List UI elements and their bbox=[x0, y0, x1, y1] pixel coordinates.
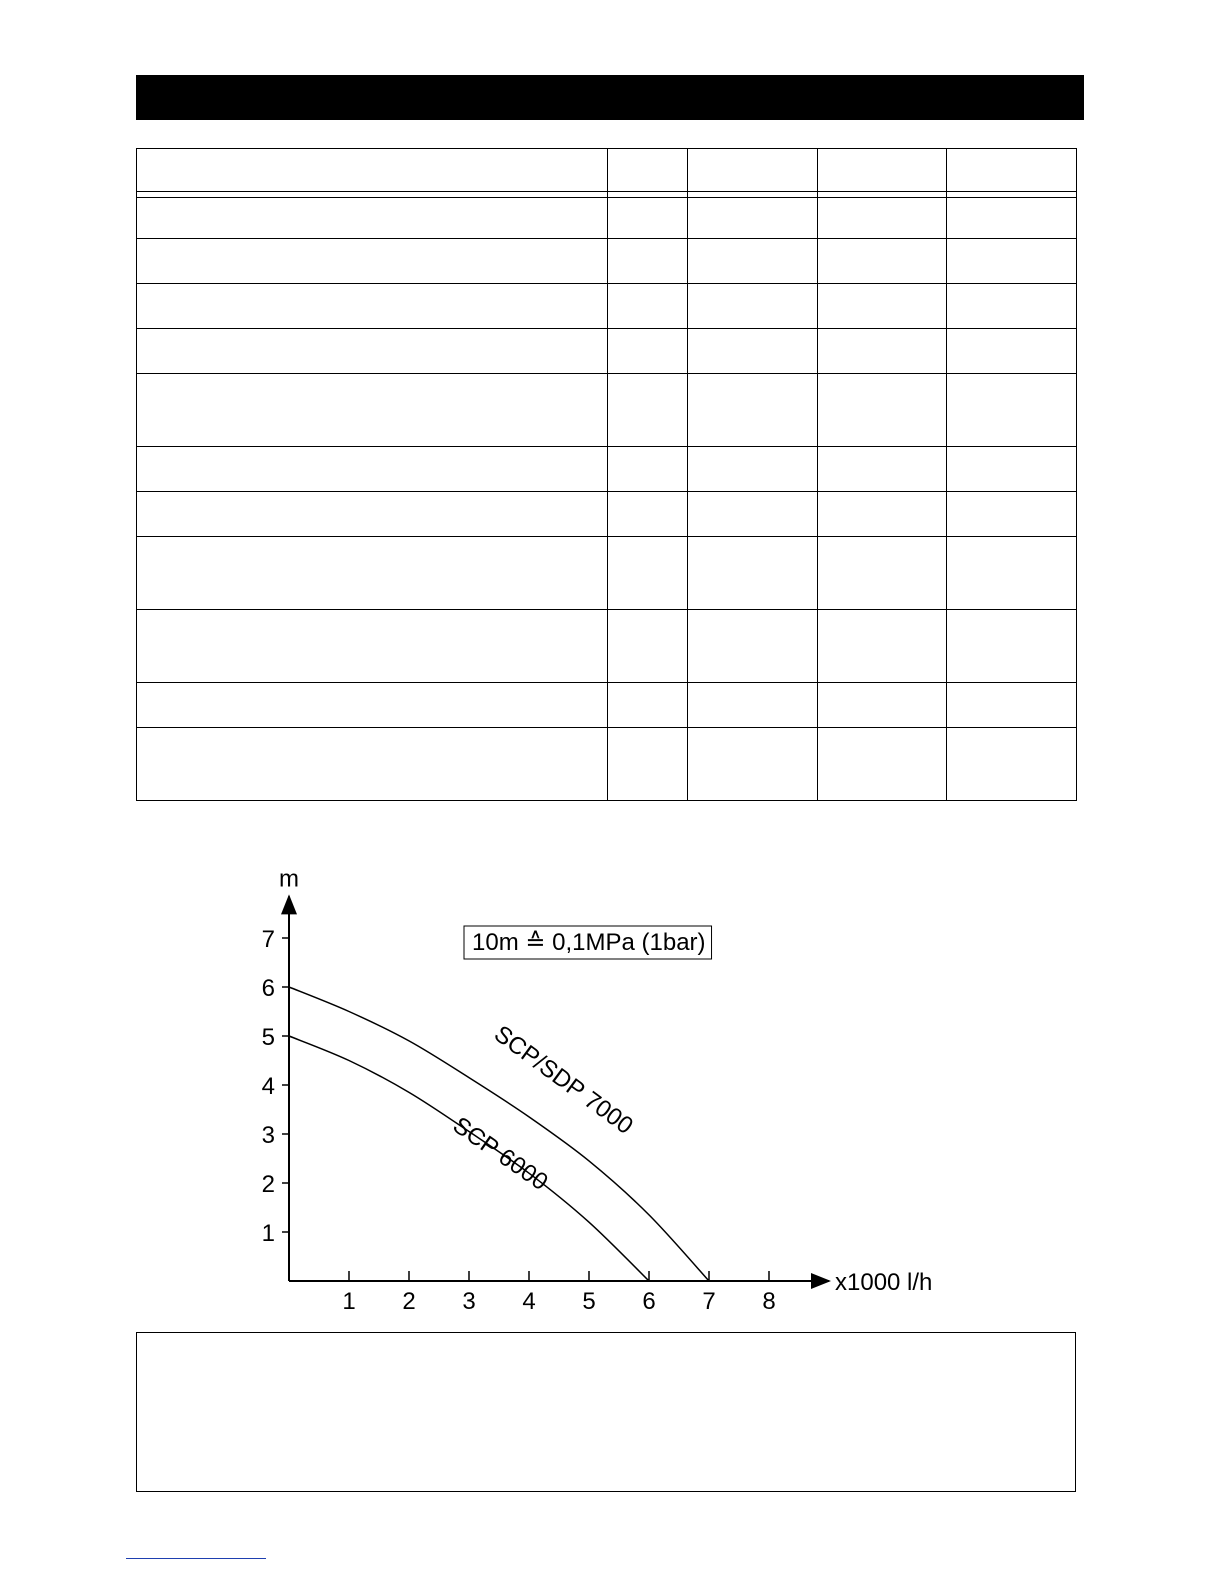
x-tick-label: 5 bbox=[582, 1288, 596, 1315]
curve-label-scp-sdp-7000: SCP/SDP 7000 bbox=[488, 1020, 638, 1140]
table-header-cell bbox=[818, 149, 947, 192]
y-axis-title: m bbox=[279, 865, 299, 893]
y-tick-label: 2 bbox=[261, 1171, 275, 1198]
table-header-cell bbox=[137, 149, 608, 192]
annotation-text: 10m ≙ 0,1MPa (1bar) bbox=[472, 929, 706, 956]
y-tick-label: 3 bbox=[261, 1122, 275, 1149]
header-bar bbox=[136, 75, 1084, 120]
table-header-cell bbox=[947, 149, 1077, 192]
pump-performance-chart bbox=[0, 850, 1224, 1330]
y-tick-label: 4 bbox=[261, 1073, 275, 1100]
y-tick-label: 5 bbox=[261, 1024, 275, 1051]
table-header-row bbox=[137, 149, 1077, 192]
table-row bbox=[137, 728, 1077, 801]
x-tick-label: 4 bbox=[522, 1288, 536, 1315]
x-tick-label: 6 bbox=[642, 1288, 656, 1315]
y-tick-label: 7 bbox=[261, 926, 275, 953]
table-header-cell bbox=[688, 149, 818, 192]
note-box bbox=[136, 1332, 1076, 1492]
table-row bbox=[137, 198, 1077, 239]
x-tick-label: 7 bbox=[702, 1288, 716, 1315]
table-row bbox=[137, 284, 1077, 329]
curve-scp-6000 bbox=[289, 1036, 649, 1281]
table-row bbox=[137, 537, 1077, 610]
table-row bbox=[137, 329, 1077, 374]
footer-line bbox=[126, 1558, 266, 1559]
y-tick-label: 1 bbox=[261, 1220, 275, 1247]
x-tick-label: 1 bbox=[342, 1288, 356, 1315]
x-axis-title: x1000 l/h bbox=[835, 1269, 933, 1296]
table-row bbox=[137, 447, 1077, 492]
table-row bbox=[137, 239, 1077, 284]
x-tick-label: 3 bbox=[462, 1288, 476, 1315]
y-tick-label: 6 bbox=[261, 975, 275, 1002]
curve-label-scp-6000: SCP 6000 bbox=[447, 1111, 553, 1197]
table-row bbox=[137, 683, 1077, 728]
spec-table bbox=[136, 148, 1077, 801]
x-tick-label: 2 bbox=[402, 1288, 416, 1315]
table-header-cell bbox=[608, 149, 688, 192]
table-row bbox=[137, 610, 1077, 683]
x-tick-label: 8 bbox=[762, 1288, 776, 1315]
table-row bbox=[137, 374, 1077, 447]
table-row bbox=[137, 492, 1077, 537]
